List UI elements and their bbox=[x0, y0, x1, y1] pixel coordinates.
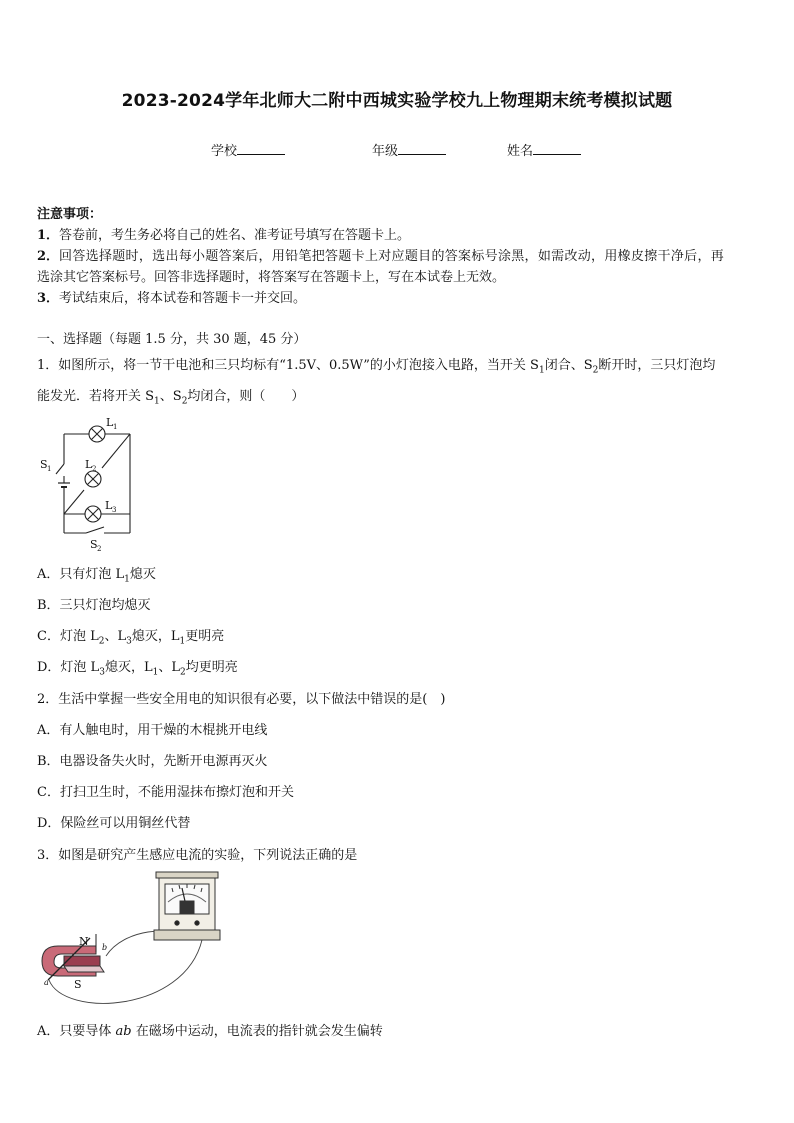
grade-field[interactable] bbox=[372, 140, 446, 159]
subscript: 1 bbox=[538, 365, 545, 376]
name-label: 姓名 bbox=[507, 144, 534, 159]
subscript: 2 bbox=[179, 667, 186, 678]
note-item bbox=[37, 245, 724, 264]
option-text: 熄灭，L bbox=[131, 629, 180, 644]
note-text: 考试结束后，将本试卷和答题卡一并交回。 bbox=[59, 291, 307, 306]
notes-heading: 注意事项： bbox=[37, 207, 103, 222]
q1-text: 能发光．若将开关 S bbox=[37, 389, 155, 404]
subscript: 2 bbox=[98, 636, 105, 647]
page-title: 2023-2024学年北师大二附中西城实验学校九上物理期末统考模拟试题 bbox=[121, 91, 673, 111]
option-text: 、L bbox=[158, 660, 180, 675]
option-text-italic: ab bbox=[115, 1024, 132, 1039]
induction-experiment-figure bbox=[34, 868, 224, 1014]
grade-blank[interactable] bbox=[398, 142, 446, 155]
label-L2: L bbox=[85, 458, 93, 471]
label-L2-sub: 2 bbox=[92, 465, 97, 473]
option-text: 熄灭 bbox=[129, 567, 156, 582]
option-text: 更明亮 bbox=[185, 629, 225, 644]
q1-stem-line2 bbox=[37, 385, 304, 407]
q1-option-d[interactable] bbox=[37, 656, 238, 678]
q1-text: 、S bbox=[159, 389, 182, 404]
note-text: 选涂其它答案标号。回答非选择题时，将答案写在答题卡上，写在本试卷上无效。 bbox=[37, 270, 506, 285]
subscript: 1 bbox=[179, 636, 186, 647]
subscript: 1 bbox=[152, 667, 159, 678]
subscript: 2 bbox=[592, 365, 599, 376]
label-L3: L bbox=[105, 499, 113, 512]
point-a-label: a bbox=[44, 978, 49, 987]
subscript: 3 bbox=[99, 667, 105, 678]
label-S1: S bbox=[40, 458, 48, 471]
option-text: 在磁场中运动，电流表的指针就会发生偏转 bbox=[131, 1024, 383, 1039]
pole-S-label: S bbox=[74, 978, 82, 991]
subscript: 2 bbox=[181, 396, 188, 407]
subscript: 1 bbox=[124, 574, 130, 585]
name-field[interactable] bbox=[507, 140, 581, 159]
subscript: 3 bbox=[126, 636, 132, 647]
note-text: 回答选择题时，选出每小题答案后，用铅笔把答题卡上对应题目的答案标号涂黑，如需改动，用橡皮擦干净后，再 bbox=[59, 249, 725, 264]
school-label: 学校 bbox=[211, 144, 238, 159]
q2-option-a[interactable]: A．有人触电时，用干燥的木棍挑开电线 bbox=[37, 723, 268, 738]
option-text: D．灯泡 L bbox=[37, 660, 100, 675]
q1-text: 均闭合，则（ ） bbox=[187, 389, 305, 404]
option-text: 、L bbox=[104, 629, 127, 644]
name-blank[interactable] bbox=[533, 142, 581, 155]
q1-text: 断开时，三只灯泡均 bbox=[598, 358, 716, 373]
q3-stem: 3．如图是研究产生感应电流的实验，下列说法正确的是 bbox=[37, 848, 358, 863]
note-text: 答卷前，考生务必将自己的姓名、准考证号填写在答题卡上。 bbox=[59, 228, 411, 243]
section-heading: 一、选择题（每题 1.5 分，共 30 题，45 分） bbox=[37, 332, 307, 347]
note-number: 1． bbox=[37, 228, 60, 243]
note-number: 3． bbox=[37, 291, 60, 306]
q1-stem-line1 bbox=[37, 354, 715, 376]
q2-option-d[interactable]: D．保险丝可以用铜丝代替 bbox=[37, 816, 191, 831]
note-item bbox=[37, 266, 505, 285]
option-text: 熄灭，L bbox=[104, 660, 153, 675]
label-S2-sub: 2 bbox=[97, 545, 102, 552]
subscript: 1 bbox=[154, 396, 160, 407]
q3-option-a[interactable] bbox=[37, 1020, 383, 1039]
option-text: A．只要导体 bbox=[37, 1024, 116, 1039]
circuit-diagram bbox=[34, 412, 144, 552]
q2-option-c[interactable]: C．打扫卫生时，不能用湿抹布擦灯泡和开关 bbox=[37, 785, 294, 800]
label-S2: S bbox=[90, 538, 98, 551]
q1-option-a[interactable] bbox=[37, 563, 156, 585]
label-S1-sub: 1 bbox=[47, 465, 52, 473]
pole-N-label: N bbox=[79, 935, 89, 948]
note-number: 2． bbox=[37, 249, 60, 264]
label-L3-sub: 3 bbox=[112, 506, 117, 514]
q1-text: 闭合、S bbox=[544, 358, 593, 373]
point-b-label: b bbox=[102, 943, 108, 952]
q2-option-b[interactable]: B．电器设备失火时，先断开电源再灭火 bbox=[37, 754, 268, 769]
q1-option-b[interactable]: B．三只灯泡均熄灭 bbox=[37, 598, 151, 613]
school-field[interactable] bbox=[211, 140, 285, 159]
grade-label: 年级 bbox=[372, 144, 399, 159]
label-L1-sub: 1 bbox=[113, 423, 118, 431]
q1-text: 1．如图所示，将一节干电池和三只均标有“1.5V、0.5W”的小灯泡接入电路，当开关 S bbox=[37, 358, 539, 373]
note-item bbox=[37, 224, 410, 243]
option-text: A．只有灯泡 L bbox=[37, 567, 125, 582]
note-item bbox=[37, 287, 306, 306]
school-blank[interactable] bbox=[237, 142, 285, 155]
option-text: 均更明亮 bbox=[185, 660, 238, 675]
option-text: C．灯泡 L bbox=[37, 629, 99, 644]
label-L1: L bbox=[106, 416, 114, 429]
q1-option-c[interactable] bbox=[37, 625, 224, 647]
q2-stem: 2．生活中掌握一些安全用电的知识很有必要，以下做法中错误的是( ) bbox=[37, 692, 446, 707]
